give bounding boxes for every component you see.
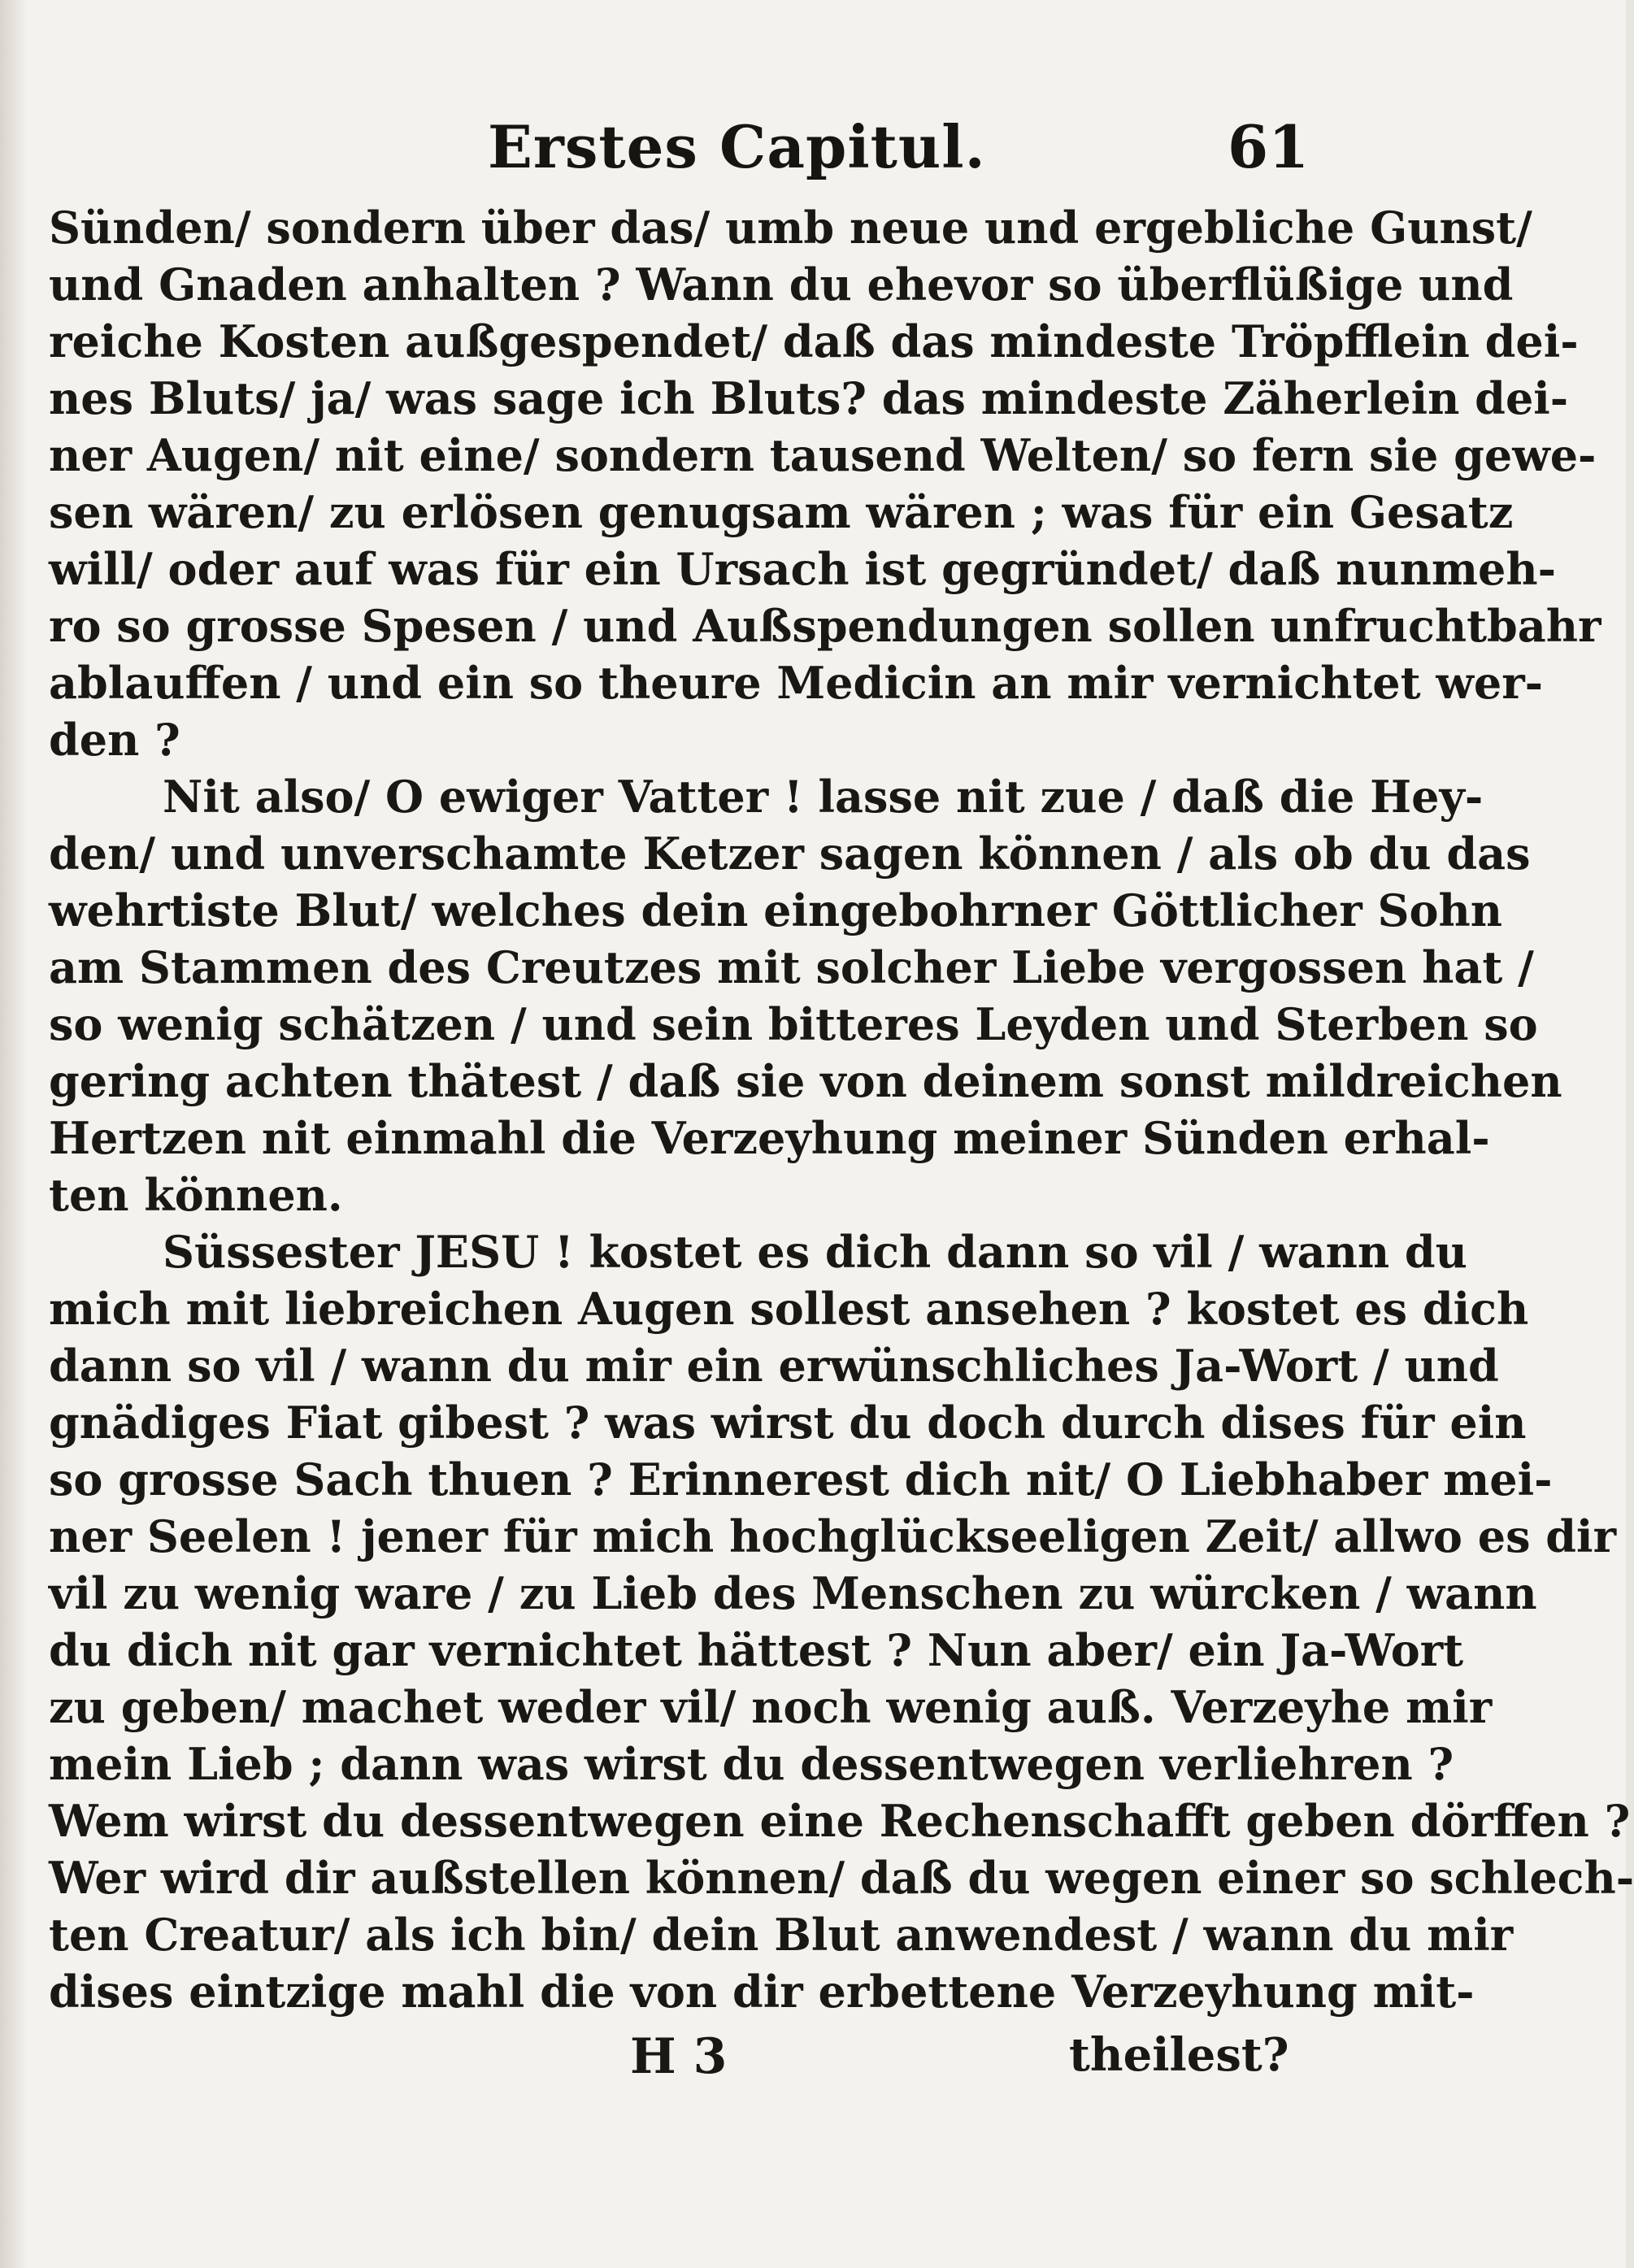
text-line: Wem wirst du dessentwegen eine Rechenschafft geben dörffen ? (49, 1795, 1631, 1847)
text-line: zu geben/ machet weder vil/ noch wenig auß. Verzeyhe mir (49, 1681, 1493, 1733)
text-line: mich mit liebreichen Augen sollest ansehen ? kostet es dich (49, 1283, 1529, 1335)
text-line: gering achten thätest / daß sie von deinem sonst mildreichen (49, 1055, 1562, 1107)
text-line: und Gnaden anhalten ? Wann du ehevor so überflüßige und (49, 259, 1514, 311)
text-line: so grosse Sach thuen ? Erinnerest dich nit/ O Liebhaber mei- (49, 1453, 1553, 1505)
page-number: 61 (1228, 112, 1310, 181)
page-header (488, 96, 1310, 193)
text-line: ro so grosse Spesen / und Außspendungen sollen unfruchtbahr (49, 600, 1601, 652)
text-line: gnädiges Fiat gibest ? was wirst du doch durch dises für ein (49, 1397, 1527, 1449)
signature-mark: H 3 (630, 2028, 728, 2085)
text-line: du dich nit gar vernichtet hättest ? Nun aber/ ein Ja-Wort (49, 1624, 1464, 1676)
paragraph-first-line: Süssester JESU ! kostet es dich dann so vil / wann du (163, 1226, 1467, 1278)
text-line: dises eintzige mahl die von dir erbettene Verzeyhung mit- (49, 1966, 1475, 2018)
text-line: Wer wird dir außstellen können/ daß du wegen einer so schlech- (49, 1852, 1634, 1904)
text-line: ten Creatur/ als ich bin/ dein Blut anwendest / wann du mir (49, 1909, 1514, 1961)
catchword: theilest? (1069, 2028, 1289, 2082)
text-line: sen wären/ zu erlösen genugsam wären ; was für ein Gesatz (49, 486, 1514, 538)
text-line: so wenig schätzen / und sein bitteres Leyden und Sterben so (49, 998, 1538, 1050)
body-text (49, 199, 1634, 2020)
text-line: ten können. (49, 1169, 343, 1221)
text-line: will/ oder auf was für ein Ursach ist gegründet/ daß nunmeh- (49, 543, 1557, 595)
text-line: nes Bluts/ ja/ was sage ich Bluts? das mindeste Zäherlein dei- (49, 372, 1569, 424)
text-line: mein Lieb ; dann was wirst du dessentwegen verliehren ? (49, 1738, 1454, 1790)
text-line: dann so vil / wann du mir ein erwünschliches Ja-Wort / und (49, 1340, 1499, 1392)
text-line: ner Seelen ! jener für mich hochglückseeligen Zeit/ allwo es dir (49, 1510, 1617, 1562)
page-footer (0, 2020, 1626, 2093)
text-line: reiche Kosten außgespendet/ daß das mindeste Tröpfflein dei- (49, 315, 1579, 367)
text-line: Hertzen nit einmahl die Verzeyhung meiner Sünden erhal- (49, 1112, 1490, 1164)
text-line: ablauffen / und ein so theure Medicin an mir vernichtet wer- (49, 657, 1544, 709)
text-line: wehrtiste Blut/ welches dein eingebohrner Göttlicher Sohn (49, 884, 1503, 936)
text-line: am Stammen des Creutzes mit solcher Liebe vergossen hat / (49, 941, 1534, 993)
text-line: den ? (49, 714, 180, 766)
paragraph-first-line: Nit also/ O ewiger Vatter ! lasse nit zue / daß die Hey- (163, 771, 1484, 823)
text-line: vil zu wenig ware / zu Lieb des Menschen zu würcken / wann (49, 1567, 1537, 1619)
text-line: ner Augen/ nit eine/ sondern tausend Welten/ so fern sie gewe- (49, 429, 1597, 481)
text-line: Sünden/ sondern über das/ umb neue und ergebliche Gunst/ (49, 202, 1532, 254)
text-line: den/ und unverschamte Ketzer sagen können / als ob du das (49, 828, 1531, 880)
running-title: Erstes Capitul. (488, 112, 986, 181)
